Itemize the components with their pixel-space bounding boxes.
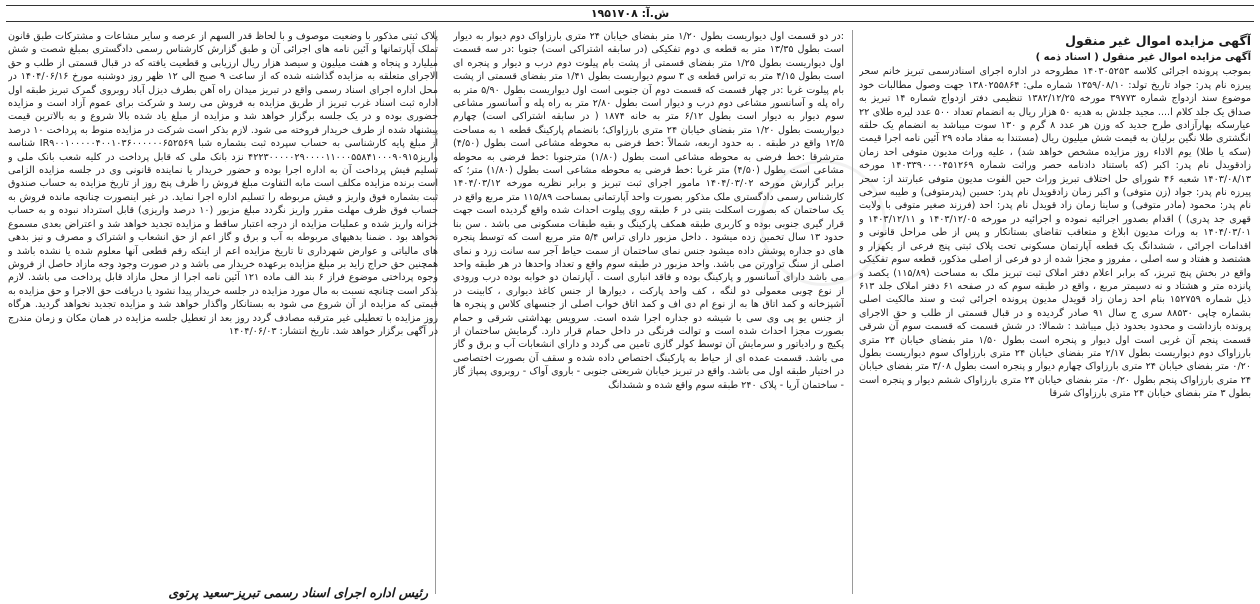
column-right [859, 30, 1251, 596]
column-divider [852, 30, 853, 594]
reference-bar [6, 5, 1254, 22]
notice-subtitle: آگهی مزایده اموال غیر منقول ( اسناد ذمه ) [1035, 52, 1251, 63]
column-right-text: بموجب پرونده اجرائی کلاسه ۱۴۰۳۰۵۲۵۳ مطروحه در اداره اجرای اسنادرسمی تبریز خانم سحر پیرزه نام پدر: جواد تاریخ تولد: ۱۳۵۹/۰۸/۱۰ شماره ملی: ۱۳۸۰۲۵۵۸۶۴ جهت وصول مطالبات خود موضوع سند ازدواج شماره ۳۹۷۷۳ مورخه ۱۳۸۲/۱۲/۲۵ تنظیمی دفتر ازدواج شماره ۱۴ تبریز به صداق یک جلد کلام ا.... مجید جلدش به هدیه ۵۰ هزار ریال به انضمام تعداد ۵۰۰ عدد لیره طلای ۲۲ عیارسکه بهارآزادی طرح جدید که وزن هر عدد ۸ گرم و ۱۳۰ سوت میباشد به انضمام یک حلقه انگشتری طلا نگین برلیان به قیمت شش میلیون ریال (مستندا به مفاد ماده ۲۹ آئین نامه اجرا قیمت (سکه یا طلا) یوم الاداء روز مزایده مشخص خواهد شد) ، علیه وراث مدیون متوفی احد زمان زادقویدل نام پدر: اکبر (که باستناد دادنامه حصر وراثت شماره ۱۴۰۳۳۹۰۰۰۰۴۵۱۲۶۹ مورخه ۱۴۰۳/۰۸/۱۳ شعبه ۴۶ شورای حل اختلاف تبریز وراث حین الفوت مدیون متوفی عبارتند از: سحر پیرزه نام پدر: جواد (زن متوفی) و اکبر زمان زادقویدل نام پدر: حسین (پدرمتوفی) و طیبه سرخی نام پدر: محمود (مادر متوفی) و ساینا زمان زاد قویدل نام پدر: احد (فرزند صغیر متوفی با ولایت قهری جد پدری) ) اقدام بصدور اجرائیه نموده و اجرائیه در مورخه ۱۴۰۳/۱۲/۰۵ و ۱۴۰۳/۱۲/۱۱ و ۱۴۰۴/۰۳/۰۱ به وراث مدیون ابلاغ و متعاقب تقاضای بستانکار و پس از طی مراحل قانونی و اقدامات اجرائی ، ششدانگ یک قطعه آپارتمان مسکونی تحت پلاک ثبتی پنج فرعی از یکهزار و هشتصد و هفتاد و سه اصلی ، مفروز و مجزا شده از دو فرعی از اصلی مذکور، قطعه سوم تفکیکی واقع در بخش پنج تبریز، که برابر اعلام دفتر املاک ثبت تبریز ملک به مساحت (۱۱۵/۸۹) یکصد و پانزده متر و هشتاد و نه دسیمتر مربع ، واقع در طبقه سوم که در صفحه ۶۱ دفتر املاک جلد ۶۱۳ ذیل شماره ۱۵۲۷۵۹ بنام احد زمان زاد قویدل مدیون پرونده اجرائی ثبت و سند مالکیت اصلی بشماره چاپی ۸۸۵۳۰ سری ج سال ۹۱ صادر گردیده و در قبال قسمتی از طلب و حق الاجرای پرونده بازداشت و محدود بحدود ذیل میباشد : شمالا: در شش قسمت که قسمت سوم آن شرقی قسمت پنجم آن غربی است اول دیوار و پنجره است بطول ۱/۵۰ متر بفضای خیابان ۲۴ متری بارزاواک دوم دیواریست بطول ۲/۱۷ متر بفضای خیابان ۲۴ متری بارزاواک سوم دیواریست بطول ۰/۲۰ متر بفضای خیابان ۲۴ متری بارزاواک چهارم دیوار و پنجره است بطول ۳/۰۸ متر بفضای خیابان ۲۴ متری بارزاواک پنجم بطول ۰/۲۰ متر بفضای خیابان ۲۴ متری بارزاواک ششم دیوار و پنجره است بطول ۳ متر بفضای خیابان ۲۴ متری بارزاواک شرقا [859, 66, 1251, 400]
column-left-text: پلاک ثبتی مذکور با وضعیت موصوف و با لحاظ قدر السهم از عرصه و سایر مشاعات و مشترکات طبق قانون تملک آپارتمانها و آئین نامه های اجرائی آن و طبق گزارش کارشناس رسمی دادگستری بمبلغ شصت و شش میلیارد و پنجاه و هفت میلیون و سیصد هزار ریال ارزیابی و قطعیت یافته که در قبال قسمتی از طلب و حق الاجرای متعلقه به مزایده گذاشته شده که از ساعت ۹ صبح الی ۱۲ ظهر روز دوشنبه مورخ ۱۴۰۴/۰۶/۱۶ در محل اداره اجرای اسناد رسمی واقع در تبریز میدان راه آهن بطرف دیزل آباد روبروی گمرک تبریز طبقه اول اداره ثبت اسناد غرب تبریز از طریق مزایده به فروش می رسد و شرکت برای عموم آزاد است و مزایده حضوری بوده و در یک جلسه برگزار خواهد شد و مزایده از مبلغ یاد شده بالا شروع و به بالاترین قیمت پیشنهاد شده از طرف خریدار فروخته می شود. لازم بذکر است شرکت در مزایده منوط به پرداخت ۱۰ درصد از مبلغ پایه کارشناسی به حساب سپرده ثبت بشماره شبا IR۹۰۰۱۰۰۰۰۰۴۰۰۱۰۳۶۰۰۰۰۰۰۶۵۲۵۶۹ شناسه واریز۴۲۲۳۰۰۰۰۰۲۹۰۰۰۰۱۱۰۰۰۵۵۸۴۱۰۰۰۹۰۹۱۵ نزد بانک ملی که قابل پرداخت در کلیه شعب بانک ملی و تسلیم فیش پرداخت آن به اداره اجرا بوده و حضور خریدار یا نماینده قانونی وی در جلسه مزایده الزامی است برنده مزایده مکلف است مابه التفاوت مبلغ فروش را ظرف پنج روز از تاریخ مزایده به حساب صندوق ثبت بشماره فوق واریز و فیش مربوطه را تسلیم اداره اجرا نماید. در غیر اینصورت چنانچه مانده فروش به حساب فوق ظرف مهلت مقرر واریز نگردد مبلغ مزبور (۱۰ درصد واریزی) قابل استرداد نبوده و به حساب خزانه واریز شده و عملیات مزایده از درجه اعتبار ساقط و مزایده تجدید خواهد شد و اعتراض بعدی مسموع نخواهد بود . ضمنا بدهیهای مربوطه به آب و برق و گاز اعم از حق انشعاب و اشتراک و مصرف و نیز بدهی های مالیاتی و عوارض شهرداری تا تاریخ مزایده اعم از اینکه رقم قطعی آنها معلوم شده یا نشده باشد و همچنین حق حراج زاید بر مبلغ مزایده برعهده خریدار می باشد و در صورت وجود وجه مازاد حاصل از فروش وجوه پرداختی موضوع فراز ۶ بند الف ماده ۱۲۱ آئین نامه اجرا از محل مازاد قابل پرداخت می باشد. لازم بذکر است چنانچه نسبت به مال مورد مزایده در جلسه خریدار پیدا نشود یا دریافت حق الاجرا و حق مزایده به قیمتی که مزایده از آن شروع می شود به بستانکار واگذار خواهد شد و مزایده تجدید نخواهد گردید. هرگاه روز مزایده با تعطیلی غیر مترقبه مصادف گردد روز بعد از تعطیل جلسه مزایده در همان مکان و زمان مندرج در آگهی برگزار خواهد شد. تاریخ انتشار: ۱۴۰۴/۰۶/۰۳ [8, 31, 438, 337]
column-middle-text: :در دو قسمت اول دیواریست بطول ۱/۲۰ متر بفضای خیابان ۲۴ متری بارزاواک دوم دیوار به دیوار است بطول ۱۳/۳۵ متر به قطعه ی دوم تفکیکی (در سابقه اشتراکی است) جنوبا :در سه قسمت اول دیواریست بطول ۱/۲۵ متر بفضای قسمتی از پشت بام پیلوت دوم درب و دیوار و پنجره ای است بطول ۴/۱۵ متر به تراس قطعه ی ۳ سوم دیواریست بطول ۱/۴۱ متر بفضای قسمتی از پشت بام پیلوت غربا :در چهار قسمت که قسمت دوم آن جنوبی است اول دیواریست بطول ۵/۹۰ متر به راه پله و آسانسور مشاعی دوم درب و دیوار است بطول ۲/۸۰ متر به راه پله و آسانسور مشاعی سوم دیوار به دیوار است بطول ۶/۱۲ متر به خانه ۱۸۷۴ ( در سابقه اشتراکی است) چهارم دیواریست بطول ۱/۲۰ متر بفضای خیابان ۲۴ متری بارزاواک؛ بانضمام پارکینگ قطعه ۱ به مساحت ۱۲/۵ واقع در طبقه . به حدود اربعه، شمالاً :خط فرضی به محوطه مشاعی است بطول (۴/۵۰) مترشرقا :خط فرضی به محوطه مشاعی است بطول (۱/۸۰) مترجنوبا :خط فرضی به محوطه مشاعی است بطول (۴/۵۰) متر غربا :خط فرضی به محوطه مشاعی است بطول (۱/۸۰) متر؛ که برابر گزارش مورخه ۱۴۰۴/۰۳/۰۲ مامور اجرای ثبت تبریز و برابر نظریه مورخه ۱۴۰۴/۰۳/۱۲ کارشناس رسمی دادگستری ملک مذکور بصورت واحد آپارتمانی بمساحت ۱۱۵/۸۹ متر مربع واقع در یک ساختمان که بصورت اسکلت بتنی در ۶ طبقه روی پیلوت احداث شده واقع گردیده است جهت قرار گیری جنوبی بوده و کاربری طبقه همکف پارکینگ و بقیه طبقات مسکونی می باشد . سن بنا حدود ۱۳ سال تخمین زده میشود . داخل مزبور دارای تراس ۵/۴ متر مربع است که توسط پنجره های دو جداره پوشش داده میشود جنس نمای ساختمان از سمت حیاط آجر سه سانت زرد و نمای اصلی از سنگ تراورتن می باشد. واحد مزبور در طبقه سوم واقع و تعداد واحدها در هر طبقه واحد می باشد دارای آسانسور و پارکینگ بوده و فاقد انباری است . آپارتمان دو خوابه بوده درب ورودی از نوع چوبی معمولی دو لنگه ، کف واحد پارکت ، دیوارها از جنس کاغذ دیواری ، کابینت در آشپزخانه و کمد اتاق ها به از نوع ام دی اف و کمد اتاق خواب اصلی از جنسهای کلاس و پنجره ها از جنس یو پی وی سی با شیشه دو جداره اجرا شده است. سرویس بهداشتی شرقی و حمام بصورت مجزا احداث شده است و توالت فرنگی در داخل حمام قرار دارد. گرمایش ساختمان از پکیج و رادیاتور و سرمایش آن توسط کولر گازی تامین می گردد و دارای انشعابات آب و برق و گاز می باشد. قسمت عمده ای از حیاط به پارکینگ اختصاص داده شده و سقف آن بصورت اختصاصی در اختیار طبقه اول می باشد. واقع در تبریز خیابان شریعتی جنوبی - باروی آواک - روبروی پمپاژ گاز - ساختمان آریا - پلاک ۲۴۰ طبقه سوم واقع شده و ششدانگ [453, 31, 844, 391]
column-left [8, 30, 438, 578]
signature-line: رئیس اداره اجرای اسناد رسمی تبریز-سعید پرتوی [12, 583, 428, 600]
reference-number: ش.آ: ۱۹۵۱۷۰۸ [590, 7, 670, 20]
column-middle [453, 30, 844, 596]
notice-title: آگهی مزایده اموال غیر منقول [1065, 33, 1251, 48]
